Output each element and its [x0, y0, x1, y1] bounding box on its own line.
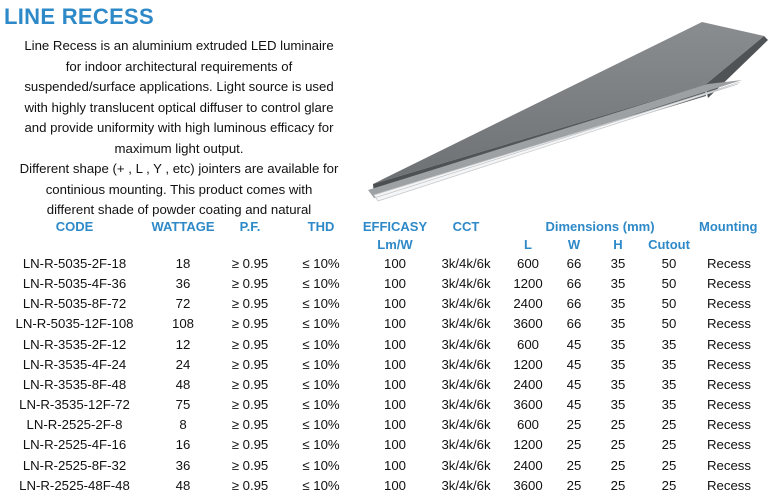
cell-height: 35 [610, 316, 626, 332]
cell-pf: ≥ 0.95 [231, 376, 269, 392]
spec-table-body [2, 254, 768, 496]
cell-height: 35 [610, 376, 626, 392]
cell-length: 600 [516, 256, 539, 271]
header-thd: THD [307, 219, 335, 234]
cell-mounting: Recess [707, 316, 751, 332]
cell-code: LN-R-2525-2F-8 [26, 417, 123, 433]
cell-cct: 3k/4k/6k [441, 296, 491, 312]
spec-table [2, 218, 768, 496]
cell-pf: ≥ 0.95 [231, 356, 269, 372]
cell-thd: ≤ 10% [302, 477, 340, 493]
cell-cutout: 25 [661, 437, 677, 453]
cell-wattage: 48 [175, 376, 191, 392]
cell-cct: 3k/4k/6k [441, 316, 491, 332]
header-mounting: Mounting [699, 219, 758, 234]
header-pf: P.F. [239, 219, 261, 234]
cell-cutout: 25 [661, 477, 677, 493]
cell-pf: ≥ 0.95 [231, 256, 269, 271]
cell-mounting: Recess [707, 457, 751, 473]
cell-height: 25 [610, 457, 626, 473]
cell-wattage: 8 [179, 417, 187, 433]
cell-mounting: Recess [707, 397, 751, 413]
cell-efficacy: 100 [383, 457, 406, 473]
table-row [2, 415, 768, 435]
cell-mounting: Recess [707, 376, 751, 392]
description-line: and provide uniformity with high luminous efficacy for [24, 120, 334, 135]
header-dim-cutout: Cutout [648, 237, 690, 252]
header-dimensions: Dimensions (mm) [545, 219, 655, 234]
description-line: maximum light output. [114, 140, 244, 156]
cell-wattage: 72 [175, 296, 191, 312]
cell-code: LN-R-3535-2F-12 [22, 336, 127, 352]
cell-width: 25 [566, 457, 582, 473]
cell-width: 45 [566, 397, 582, 413]
header-dim-h: H [613, 237, 623, 252]
cell-thd: ≤ 10% [302, 296, 340, 312]
cell-cutout: 50 [661, 296, 677, 312]
cell-thd: ≤ 10% [302, 276, 340, 292]
fixture-top-face [373, 22, 764, 184]
table-row [2, 456, 768, 476]
cell-efficacy: 100 [383, 397, 406, 413]
cell-thd: ≤ 10% [302, 256, 340, 271]
table-row [2, 254, 768, 274]
cell-pf: ≥ 0.95 [231, 316, 269, 332]
cell-width: 66 [566, 296, 582, 312]
cell-efficacy: 100 [383, 356, 406, 372]
cell-width: 25 [566, 477, 582, 493]
cell-pf: ≥ 0.95 [231, 276, 269, 292]
cell-thd: ≤ 10% [302, 417, 340, 433]
cell-mounting: Recess [707, 276, 751, 292]
cell-code: LN-R-3535-12F-72 [19, 397, 130, 413]
cell-cct: 3k/4k/6k [441, 376, 491, 392]
cell-height: 35 [610, 356, 626, 372]
cell-cct: 3k/4k/6k [441, 356, 491, 372]
cell-height: 25 [610, 437, 626, 453]
cell-thd: ≤ 10% [302, 316, 340, 332]
cell-cct: 3k/4k/6k [441, 457, 491, 473]
cell-length: 2400 [513, 296, 543, 312]
header-efficacy-unit: Lm/W [377, 237, 413, 252]
cell-efficacy: 100 [383, 417, 406, 433]
cell-efficacy: 100 [383, 276, 406, 292]
cell-height: 35 [610, 336, 626, 352]
cell-cutout: 25 [661, 457, 677, 473]
cell-pf: ≥ 0.95 [231, 296, 269, 312]
cell-length: 3600 [513, 397, 543, 413]
cell-wattage: 36 [175, 457, 191, 473]
cell-length: 1200 [513, 356, 543, 372]
cell-thd: ≤ 10% [302, 437, 340, 453]
cell-cct: 3k/4k/6k [441, 276, 491, 292]
cell-length: 3600 [513, 477, 543, 493]
cell-efficacy: 100 [383, 477, 406, 493]
product-description [0, 36, 358, 221]
cell-height: 25 [610, 417, 626, 433]
header-dim-l: L [524, 237, 532, 252]
cell-width: 45 [566, 376, 582, 392]
cell-pf: ≥ 0.95 [231, 477, 269, 493]
cell-efficacy: 100 [383, 296, 406, 312]
cell-length: 3600 [513, 316, 543, 332]
cell-efficacy: 100 [383, 437, 406, 453]
cell-efficacy: 100 [383, 336, 406, 352]
header-efficacy: EFFICASY [362, 219, 428, 234]
cell-pf: ≥ 0.95 [231, 336, 269, 352]
table-row [2, 335, 768, 355]
table-row [2, 355, 768, 375]
cell-thd: ≤ 10% [302, 356, 340, 372]
cell-code: LN-R-2525-4F-16 [22, 437, 127, 453]
cell-wattage: 75 [175, 397, 191, 413]
table-row [2, 274, 768, 294]
cell-width: 25 [566, 417, 582, 433]
cell-cutout: 50 [661, 256, 677, 271]
cell-mounting: Recess [707, 256, 751, 271]
cell-wattage: 48 [175, 477, 191, 493]
cell-code: LN-R-2525-48F-48 [19, 477, 130, 493]
cell-length: 2400 [513, 376, 543, 392]
cell-pf: ≥ 0.95 [231, 457, 269, 473]
cell-pf: ≥ 0.95 [231, 417, 269, 433]
cell-cutout: 50 [661, 316, 677, 332]
cell-efficacy: 100 [383, 256, 406, 271]
description-line: Different shape (+ , L , Y , etc) jointers are available for [19, 161, 339, 176]
cell-length: 1200 [513, 437, 543, 453]
cell-mounting: Recess [707, 336, 751, 352]
cell-code: LN-R-3535-4F-24 [22, 356, 127, 372]
cell-length: 600 [516, 417, 539, 433]
table-row [2, 435, 768, 455]
cell-wattage: 12 [175, 336, 191, 352]
cell-cutout: 35 [661, 336, 677, 352]
table-row [2, 395, 768, 415]
header-wattage: WATTAGE [151, 219, 215, 234]
description-line: for indoor architectural requirements of [65, 58, 293, 74]
header-code: CODE [55, 219, 94, 234]
product-image [366, 12, 768, 208]
cell-cct: 3k/4k/6k [441, 417, 491, 433]
cell-height: 35 [610, 256, 626, 271]
cell-mounting: Recess [707, 477, 751, 493]
table-row [2, 314, 768, 334]
header-cct: CCT [452, 219, 480, 234]
cell-mounting: Recess [707, 417, 751, 433]
cell-wattage: 16 [175, 437, 191, 453]
description-line: with highly translucent optical diffuser to control glare [24, 99, 334, 115]
cell-width: 45 [566, 356, 582, 372]
cell-code: LN-R-5035-12F-108 [15, 316, 134, 332]
description-line: suspended/surface applications. Light source is used [24, 79, 334, 94]
cell-height: 25 [610, 477, 626, 493]
cell-efficacy: 100 [383, 376, 406, 392]
cell-length: 1200 [513, 276, 543, 292]
cell-thd: ≤ 10% [302, 397, 340, 413]
cell-wattage: 24 [175, 356, 191, 372]
cell-cct: 3k/4k/6k [441, 336, 491, 352]
cell-wattage: 18 [175, 256, 191, 271]
cell-thd: ≤ 10% [302, 376, 340, 392]
cell-pf: ≥ 0.95 [231, 437, 269, 453]
cell-width: 66 [566, 316, 582, 332]
cell-wattage: 108 [171, 316, 194, 332]
cell-mounting: Recess [707, 356, 751, 372]
cell-width: 25 [566, 437, 582, 453]
description-line: different shade of powder coating and natural [46, 202, 312, 217]
cell-code: LN-R-5035-8F-72 [22, 296, 127, 312]
table-row [2, 375, 768, 395]
cell-code: LN-R-2525-8F-32 [22, 457, 127, 473]
table-row [2, 476, 768, 496]
cell-cct: 3k/4k/6k [441, 397, 491, 413]
cell-cutout: 35 [661, 356, 677, 372]
cell-thd: ≤ 10% [302, 457, 340, 473]
cell-cct: 3k/4k/6k [441, 437, 491, 453]
cell-height: 35 [610, 397, 626, 413]
cell-cct: 3k/4k/6k [441, 477, 491, 493]
header-dim-w: W [567, 237, 581, 252]
cell-mounting: Recess [707, 437, 751, 453]
cell-width: 66 [566, 276, 582, 292]
cell-wattage: 36 [175, 276, 191, 292]
cell-cutout: 25 [661, 417, 677, 433]
table-row [2, 294, 768, 314]
cell-pf: ≥ 0.95 [231, 397, 269, 413]
page-title: LINE RECESS [4, 4, 154, 29]
cell-height: 35 [610, 276, 626, 292]
cell-cutout: 35 [661, 376, 677, 392]
cell-efficacy: 100 [383, 316, 406, 332]
cell-width: 45 [566, 336, 582, 352]
cell-length: 600 [516, 336, 539, 352]
cell-code: LN-R-5035-4F-36 [22, 276, 127, 292]
cell-code: LN-R-5035-2F-18 [22, 256, 127, 271]
cell-cct: 3k/4k/6k [441, 256, 491, 271]
description-line: continious mounting. This product comes with [45, 181, 313, 197]
cell-thd: ≤ 10% [302, 336, 340, 352]
cell-cutout: 35 [661, 397, 677, 413]
description-line: Line Recess is an aluminium extruded LED luminaire [24, 38, 334, 53]
cell-length: 2400 [513, 457, 543, 473]
cell-code: LN-R-3535-8F-48 [22, 376, 127, 392]
cell-width: 66 [566, 256, 582, 271]
cell-height: 35 [610, 296, 626, 312]
cell-cutout: 50 [661, 276, 677, 292]
cell-mounting: Recess [707, 296, 751, 312]
